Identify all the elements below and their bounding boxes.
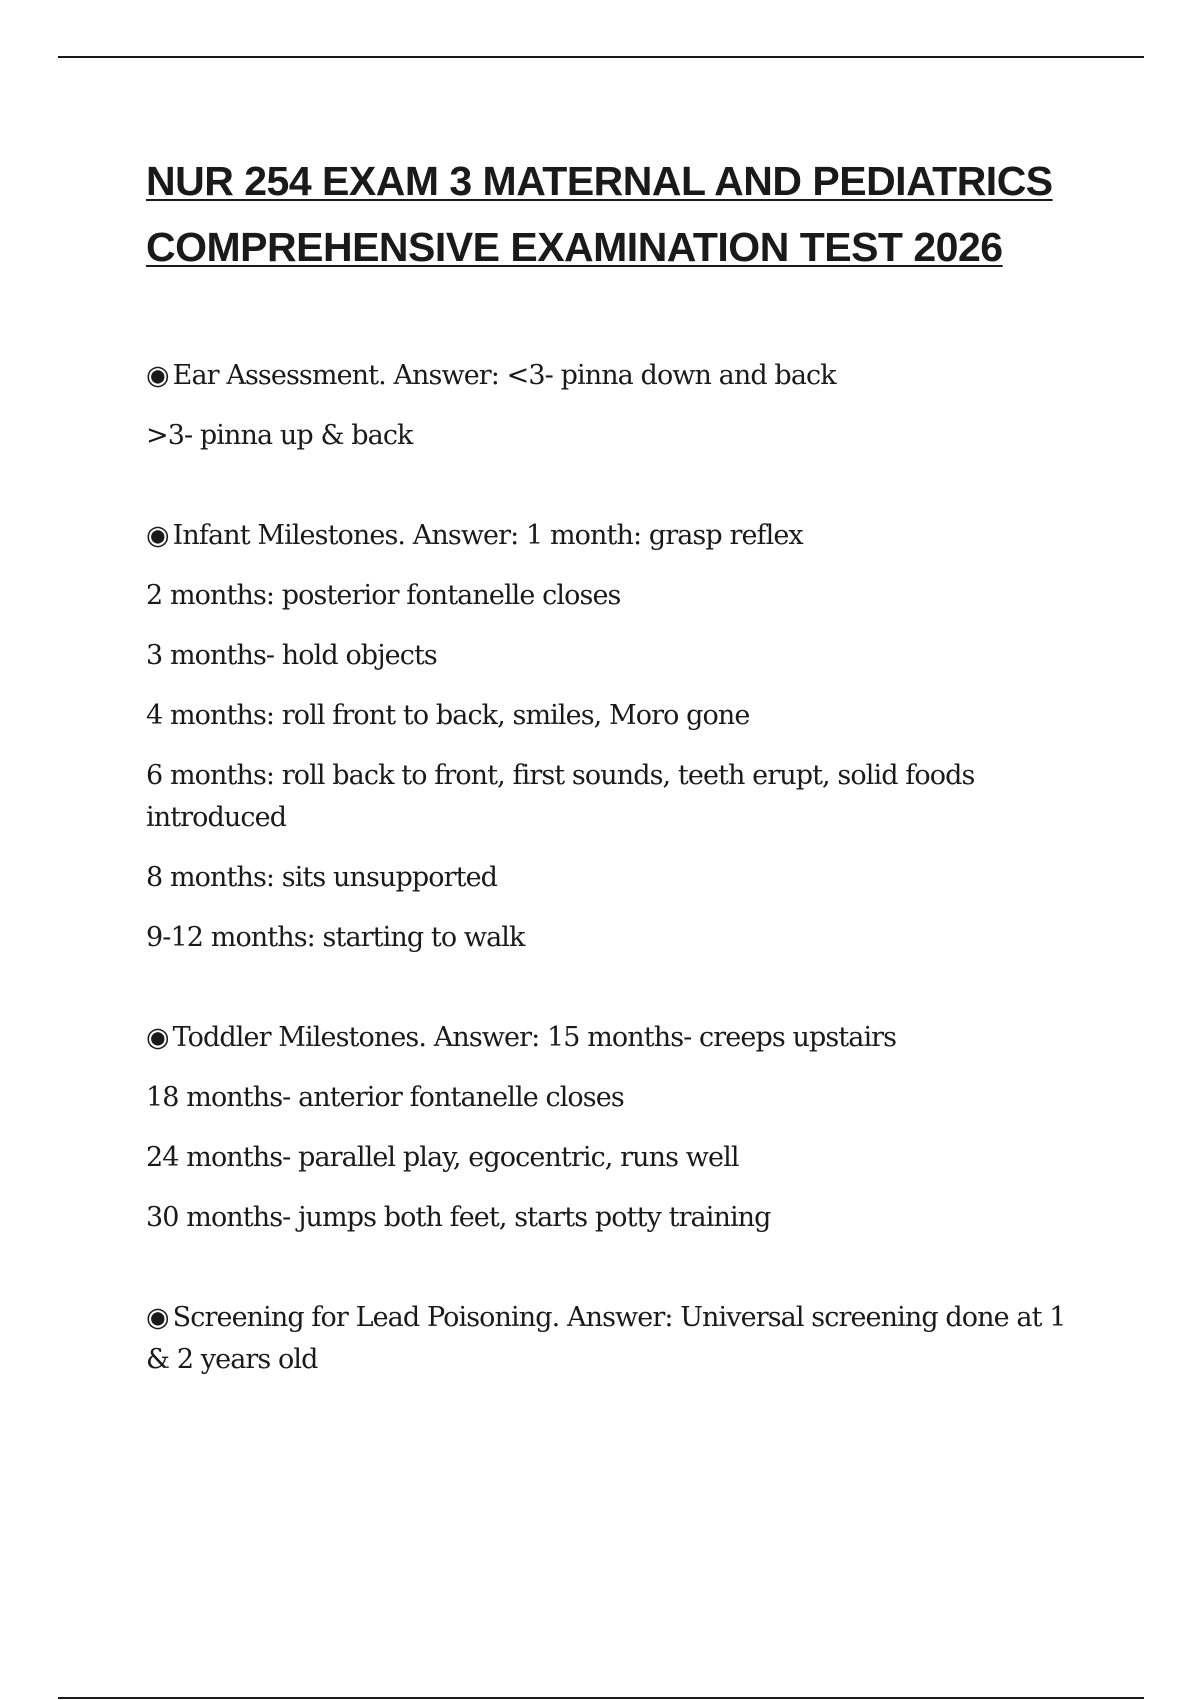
answer-line: 30 months- jumps both feet, starts potty training <box>146 1202 771 1233</box>
radio-bullet-icon: ◉ <box>146 1302 169 1333</box>
title-line-1: NUR 254 EXAM 3 MATERNAL AND PEDIATRICS <box>146 158 1053 204</box>
answer-line: 4 months: roll front to back, smiles, Moro gone <box>146 700 750 731</box>
qa-section-toddler-milestones <box>146 1017 1066 1239</box>
radio-bullet-icon: ◉ <box>146 1022 169 1053</box>
qa-section-ear-assessment <box>146 355 1066 457</box>
answer-line: 9-12 months: starting to walk <box>146 922 525 953</box>
answer-line: >3- pinna up & back <box>146 420 413 451</box>
bottom-rule <box>58 1697 1144 1699</box>
document-body <box>146 355 1066 1439</box>
question-line <box>146 1017 1066 1059</box>
answer-line: 18 months- anterior fontanelle closes <box>146 1082 624 1113</box>
answer-line: 6 months: roll back to front, first sounds, teeth erupt, solid foods introduced <box>146 760 975 833</box>
answer-line: 24 months- parallel play, egocentric, runs well <box>146 1142 739 1173</box>
answer-line: 3 months- hold objects <box>146 640 437 671</box>
qa-section-infant-milestones <box>146 515 1066 959</box>
title-line-2: COMPREHENSIVE EXAMINATION TEST 2026 <box>146 224 1003 270</box>
top-rule <box>58 56 1144 58</box>
question-line <box>146 515 1066 557</box>
answer-line: 8 months: sits unsupported <box>146 862 498 893</box>
question-text: Screening for Lead Poisoning. Answer: Universal screening done at 1 & 2 years old <box>146 1302 1066 1375</box>
question-line <box>146 1297 1066 1381</box>
question-line <box>146 355 1066 397</box>
question-text: Infant Milestones. Answer: 1 month: grasp reflex <box>172 520 803 551</box>
question-text: Toddler Milestones. Answer: 15 months- creeps upstairs <box>172 1022 897 1053</box>
qa-section-lead-screening <box>146 1297 1066 1381</box>
document-title <box>146 148 1106 280</box>
radio-bullet-icon: ◉ <box>146 360 169 391</box>
answer-line: 2 months: posterior fontanelle closes <box>146 580 621 611</box>
question-text: Ear Assessment. Answer: <3- pinna down and back <box>172 360 836 391</box>
radio-bullet-icon: ◉ <box>146 520 169 551</box>
